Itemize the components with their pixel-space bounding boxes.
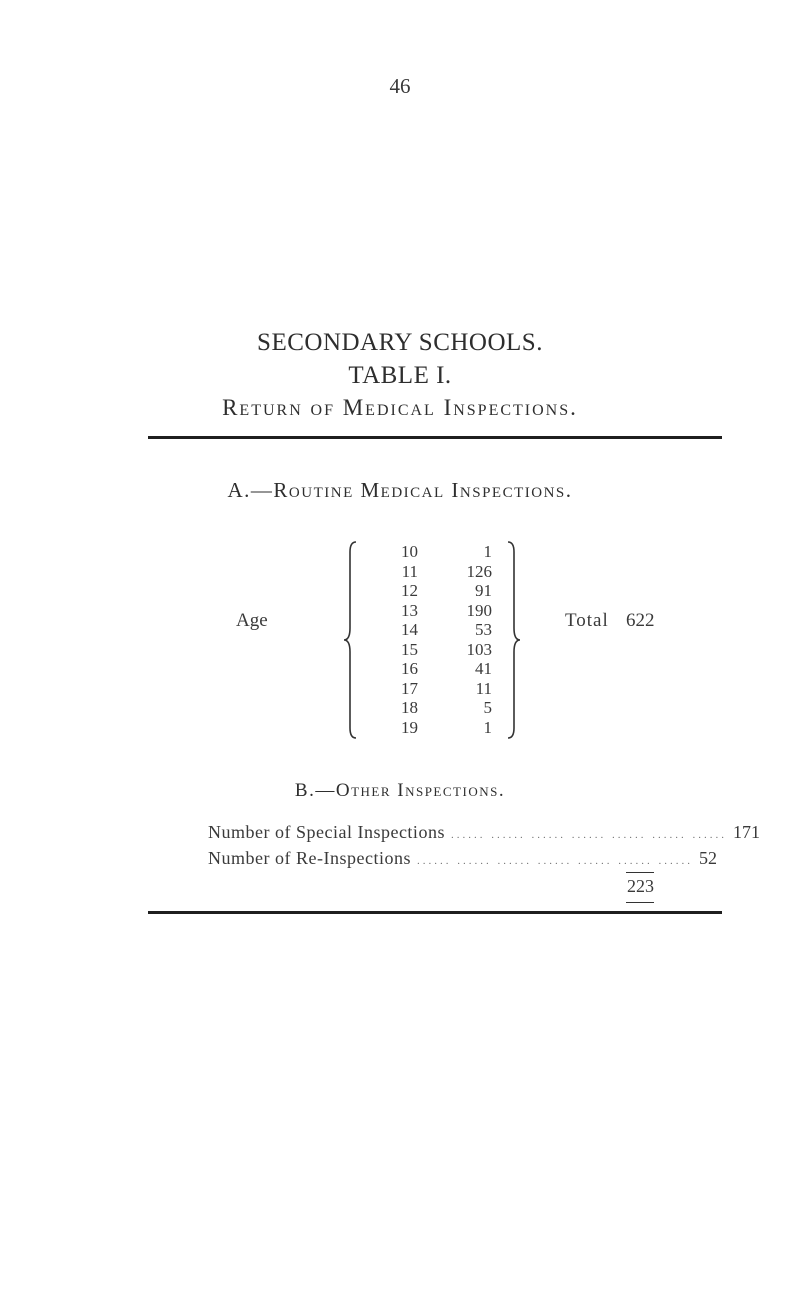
total-value: 622 (626, 610, 655, 631)
sum-value: 223 (627, 876, 654, 896)
bottom-rule (148, 911, 722, 914)
count-cell: 91 (475, 581, 492, 600)
row-value: 171 (732, 822, 760, 842)
count-cell: 11 (475, 678, 492, 698)
special-inspections-row (208, 822, 760, 843)
age-cell: 13 (401, 600, 418, 620)
sum-rule-bottom (626, 902, 654, 903)
table-title: TABLE I. (348, 362, 452, 389)
count-cell: 53 (475, 620, 492, 639)
age-cell: 10 (401, 542, 418, 561)
row-label: Number of Special Inspections (208, 822, 445, 842)
age-cell: 16 (401, 659, 418, 678)
table-subtitle: Return of Medical Inspections. (222, 395, 578, 420)
age-cell: 12 (401, 581, 418, 600)
count-cell: 41 (475, 659, 492, 678)
count-cell: 126 (466, 561, 492, 581)
age-cell: 18 (401, 698, 418, 717)
count-cell: 5 (483, 698, 492, 717)
count-cell: 1 (483, 542, 492, 561)
age-column (378, 542, 418, 737)
re-inspections-row (208, 848, 717, 869)
leader-dots: ...... ...... ...... ...... ...... ...... ...... (450, 829, 727, 841)
age-cell: 17 (401, 678, 418, 698)
section-b-heading: B.—Other Inspections. (294, 780, 506, 801)
row-label: Number of Re-Inspections (208, 848, 411, 868)
age-cell: 11 (401, 561, 418, 581)
age-cell: 14 (401, 620, 418, 639)
right-brace (502, 540, 522, 740)
section-a-heading: A.—Routine Medical Inspections. (227, 478, 573, 502)
age-cell: 19 (401, 717, 418, 737)
sum-rule-top (626, 872, 654, 873)
document-title: SECONDARY SCHOOLS. (257, 329, 543, 356)
total-label: Total (565, 610, 609, 631)
age-label: Age (236, 610, 268, 631)
count-cell: 103 (466, 639, 492, 659)
page-number: 46 (389, 74, 411, 98)
age-cell: 15 (401, 639, 418, 659)
top-rule (148, 436, 722, 439)
count-column (448, 542, 492, 737)
count-cell: 1 (483, 717, 492, 737)
count-cell: 190 (466, 600, 492, 620)
leader-dots: ...... ...... ...... ...... ...... ...... ...... (416, 855, 693, 867)
row-value: 52 (698, 848, 717, 868)
left-brace (342, 540, 362, 740)
